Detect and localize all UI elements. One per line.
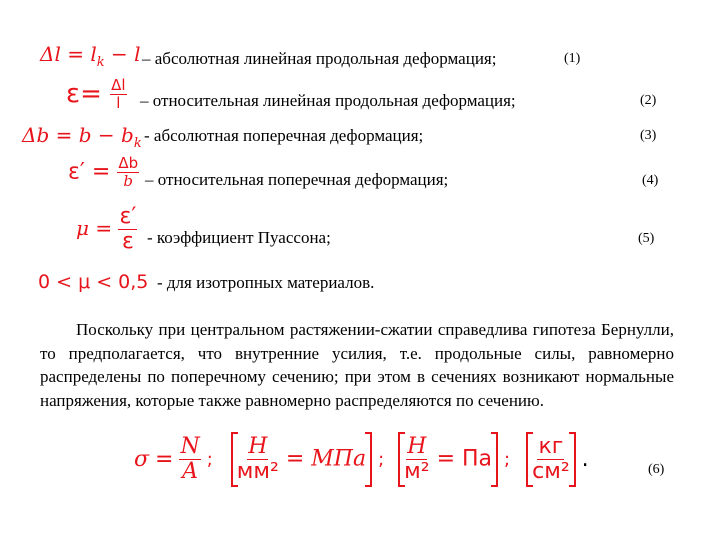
unit-bracket-kgf: $\frac{кг}{\text{см²}}$ bbox=[526, 436, 576, 483]
formula-2: ε= $\frac{\Delta l}{l}$ bbox=[66, 76, 126, 112]
poisson-range-inequality: 0 < μ < 0,5 bbox=[38, 271, 149, 293]
formula-1-number: (1) bbox=[564, 51, 581, 66]
formula-1-description: – абсолютная линейная продольная деформация; bbox=[142, 49, 497, 68]
bernoulli-hypothesis-paragraph: Поскольку при центральном растяжении-сжатии справедлива гипотеза Бернулли, то предполагается, что внутренние усилия, т.е. продольные силы, равномерно распределены по поперечному сечению; при этом в сечениях возникают нормальные напряжения, которые также равномерно распределяются по сечению. bbox=[40, 320, 674, 410]
unit-bracket-mpa: $\frac{Н}{\text{мм²}}$ = МПа bbox=[231, 436, 372, 483]
formula-4: ε′ = $\frac{\Delta b}{b}$ bbox=[68, 154, 139, 190]
stress-formula: σ = $\frac{N}{A}$ ; $\frac{Н}{\text{мм²}}$ = МПа ; $\frac{Н}{\text{м²}}$ = Па ; $\frac{кг}{\text{см²}}$ . bbox=[134, 434, 589, 484]
formula-4-number: (4) bbox=[642, 173, 659, 188]
formula-2-number: (2) bbox=[640, 93, 657, 108]
formula-1: $\Delta l = l_k - l$ bbox=[40, 42, 141, 70]
poisson-range-description: - для изотропных материалов. bbox=[157, 273, 375, 292]
formula-2-description: – относительная линейная продольная деформация; bbox=[140, 91, 516, 110]
unit-bracket-pa: $\frac{Н}{\text{м²}}$ = Па bbox=[398, 436, 498, 483]
formula-5: μ = $\frac{\varepsilon'}{\varepsilon}$ bbox=[76, 204, 137, 254]
formula-3-number: (3) bbox=[640, 128, 657, 143]
formula-4-description: – относительная поперечная деформация; bbox=[145, 170, 449, 189]
formula-3-description: - абсолютная поперечная деформация; bbox=[144, 126, 424, 145]
formula-3: $\Delta b = b - b_k$ bbox=[22, 123, 142, 151]
formula-6-number: (6) bbox=[648, 462, 665, 477]
formula-5-number: (5) bbox=[638, 231, 655, 246]
formula-5-description: - коэффициент Пуассона; bbox=[147, 228, 331, 247]
